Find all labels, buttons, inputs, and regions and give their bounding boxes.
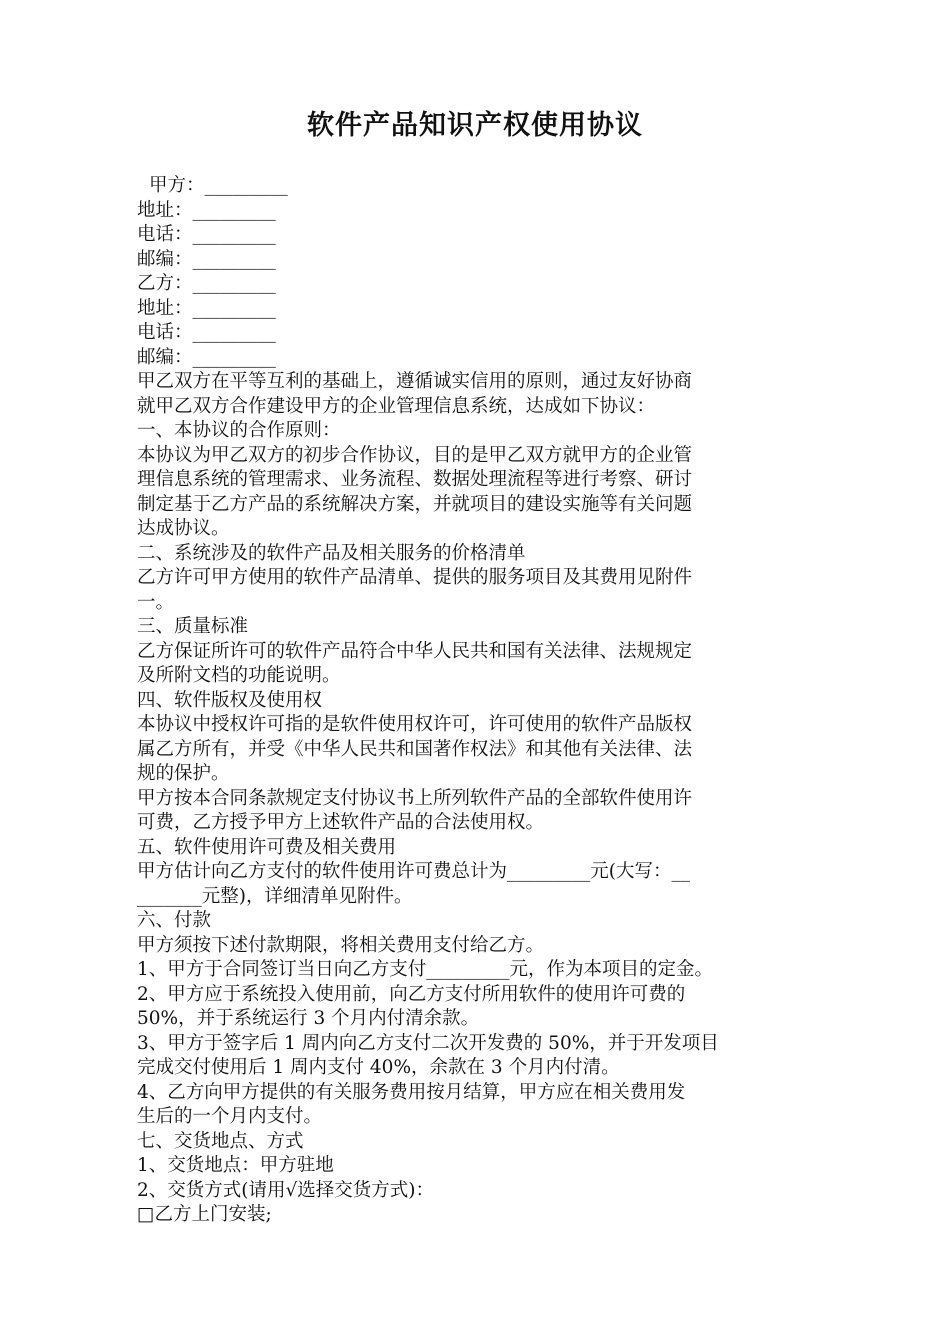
text-line: 甲方须按下述付款期限，将相关费用支付给乙方。 bbox=[137, 934, 545, 956]
text-line: 甲乙双方在平等互利的基础上，遵循诚实信用的原则，通过友好协商 bbox=[137, 371, 693, 392]
text-line: 1、甲方于合同签订当日向乙方支付_________元，作为本项目的定金。 bbox=[137, 959, 714, 980]
text-line: 生后的一个月内支付。 bbox=[137, 1106, 323, 1127]
text-line: 本协议中授权许可指的是软件使用权许可，许可使用的软件产品版权 bbox=[137, 714, 693, 735]
text-line: 本协议为甲乙双方的初步合作协议，目的是甲乙双方就甲方的企业管 bbox=[137, 444, 693, 466]
party-b-address: 地址：_________ bbox=[137, 297, 276, 319]
party-a-phone: 电话：_________ bbox=[137, 224, 276, 245]
text-line: 4、乙方向甲方提供的有关服务费用按月结算，甲方应在相关费用发 bbox=[137, 1081, 686, 1103]
section-heading: 五、软件使用许可费及相关费用 bbox=[137, 836, 397, 858]
section-heading: 六、付款 bbox=[137, 910, 212, 931]
text-line: 及所附文档的功能说明。 bbox=[137, 665, 341, 686]
text-line: 2、甲方应于系统投入使用前，向乙方支付所用软件的使用许可费的 bbox=[137, 983, 686, 1005]
text-line: 1、交货地点：甲方驻地 bbox=[137, 1155, 334, 1176]
text-line: 一。 bbox=[137, 591, 175, 613]
section-heading: 七、交货地点、方式 bbox=[137, 1130, 304, 1152]
document-title: 软件产品知识产权使用协议 bbox=[307, 110, 643, 141]
text-line: 甲方按本合同条款规定支付协议书上所列软件产品的全部软件使用许 bbox=[137, 787, 693, 809]
party-b-name: 乙方：_________ bbox=[137, 273, 276, 294]
text-line: 甲方估计向乙方支付的软件使用许可费总计为_________元(大写：__ bbox=[137, 861, 690, 882]
section-heading: 三、质量标准 bbox=[137, 616, 249, 637]
text-line: 50%，并于系统运行 3 个月内付清余款。 bbox=[137, 1008, 480, 1029]
text-line: 理信息系统的管理需求、业务流程、数据处理流程等进行考察、研讨 bbox=[137, 469, 693, 490]
section-heading: 一、本协议的合作原则： bbox=[137, 420, 341, 441]
text-line: 乙方保证所许可的软件产品符合中华人民共和国有关法律、法规规定 bbox=[137, 640, 693, 662]
text-line: 制定基于乙方产品的系统解决方案，并就项目的建设实施等有关问题 bbox=[137, 493, 693, 515]
text-line: 完成交付使用后 1 周内支付 40%，余款在 3 个月内付清。 bbox=[137, 1057, 620, 1078]
party-a-name: 甲方：_________ bbox=[149, 175, 288, 196]
text-line: _______元整)，详细清单见附件。 bbox=[137, 885, 413, 907]
text-line: 可费，乙方授予甲方上述软件产品的合法使用权。 bbox=[137, 812, 545, 833]
party-a-postcode: 邮编：_________ bbox=[137, 248, 276, 270]
party-b-postcode: 邮编：_________ bbox=[137, 346, 276, 368]
text-line: 乙方许可甲方使用的软件产品清单、提供的服务项目及其费用见附件 bbox=[137, 567, 693, 588]
text-line: 就甲乙双方合作建设甲方的企业管理信息系统，达成如下协议： bbox=[137, 395, 656, 417]
text-line: 属乙方所有，并受《中华人民共和国著作权法》和其他有关法律、法 bbox=[137, 738, 693, 760]
document-body bbox=[137, 174, 817, 1228]
party-b-phone: 电话：_________ bbox=[137, 322, 276, 343]
section-heading: 四、软件版权及使用权 bbox=[137, 689, 323, 711]
text-line: 2、交货方式(请用√选择交货方式)： bbox=[137, 1179, 434, 1201]
text-line: 规的保护。 bbox=[137, 763, 230, 784]
text-line: 达成协议。 bbox=[137, 518, 230, 539]
party-a-address: 地址：_________ bbox=[137, 199, 276, 221]
checkbox-option-text: □乙方上门安装; bbox=[137, 1204, 272, 1225]
section-heading: 二、系统涉及的软件产品及相关服务的价格清单 bbox=[137, 542, 526, 564]
text-line: 3、甲方于签字后 1 周内向乙方支付二次开发费的 50%，并于开发项目 bbox=[137, 1032, 719, 1054]
